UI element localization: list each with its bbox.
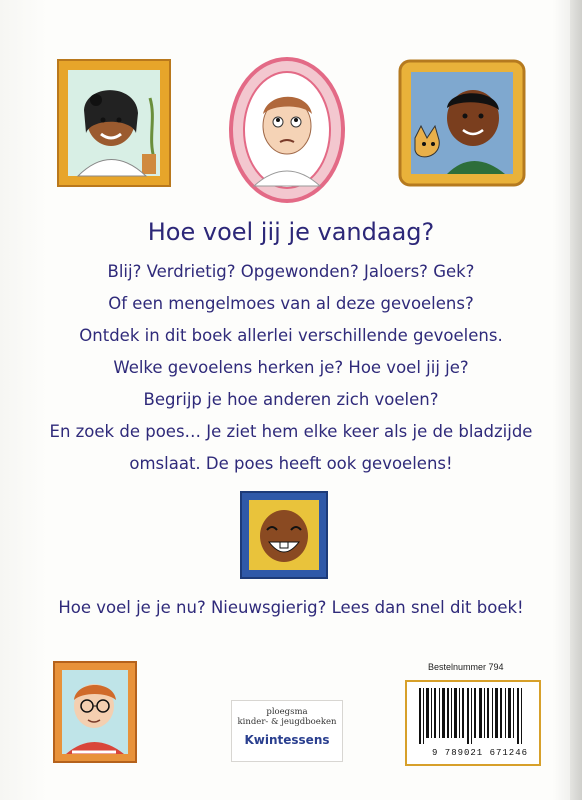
portrait-laughing-child — [239, 490, 329, 580]
publisher-brand: Kwintessens — [244, 733, 330, 747]
barcode-icon — [413, 688, 541, 748]
text-line-7: omslaat. De poes heeft ook gevoelens! — [129, 454, 453, 473]
text-line-6: En zoek de poes… Je ziet hem elke keer als je de bladzijde — [49, 422, 533, 441]
text-line-3: Ontdek in dit boek allerlei verschillende gevoelens. — [79, 326, 503, 345]
heading: Hoe voel jij je vandaag? — [147, 218, 435, 246]
isbn-number: 9 789021 671246 — [432, 748, 529, 758]
text-line-5: Begrijp je hoe anderen zich voelen? — [143, 390, 439, 409]
publisher-logo — [231, 700, 343, 762]
order-number: Bestelnummer 794 — [428, 662, 504, 672]
portrait-boy-cat — [397, 58, 527, 188]
portrait-boy-glasses — [52, 660, 138, 764]
text-line-2: Of een mengelmoes van al deze gevoelens? — [108, 294, 474, 313]
publisher-line-2: kinder- & jeugdboeken — [237, 717, 337, 727]
text-line-4: Welke gevoelens herken je? Hoe voel jij je? — [113, 358, 469, 377]
portrait-girl — [56, 58, 172, 188]
bottom-line: Hoe voel je je nu? Nieuwsgierig? Lees dan snel dit boek! — [58, 598, 524, 617]
text-line-1: Blij? Verdrietig? Opgewonden? Jaloers? Gek? — [107, 262, 475, 281]
portrait-boy-oval — [228, 56, 346, 204]
publisher-line-1: ploegsma — [266, 707, 308, 717]
